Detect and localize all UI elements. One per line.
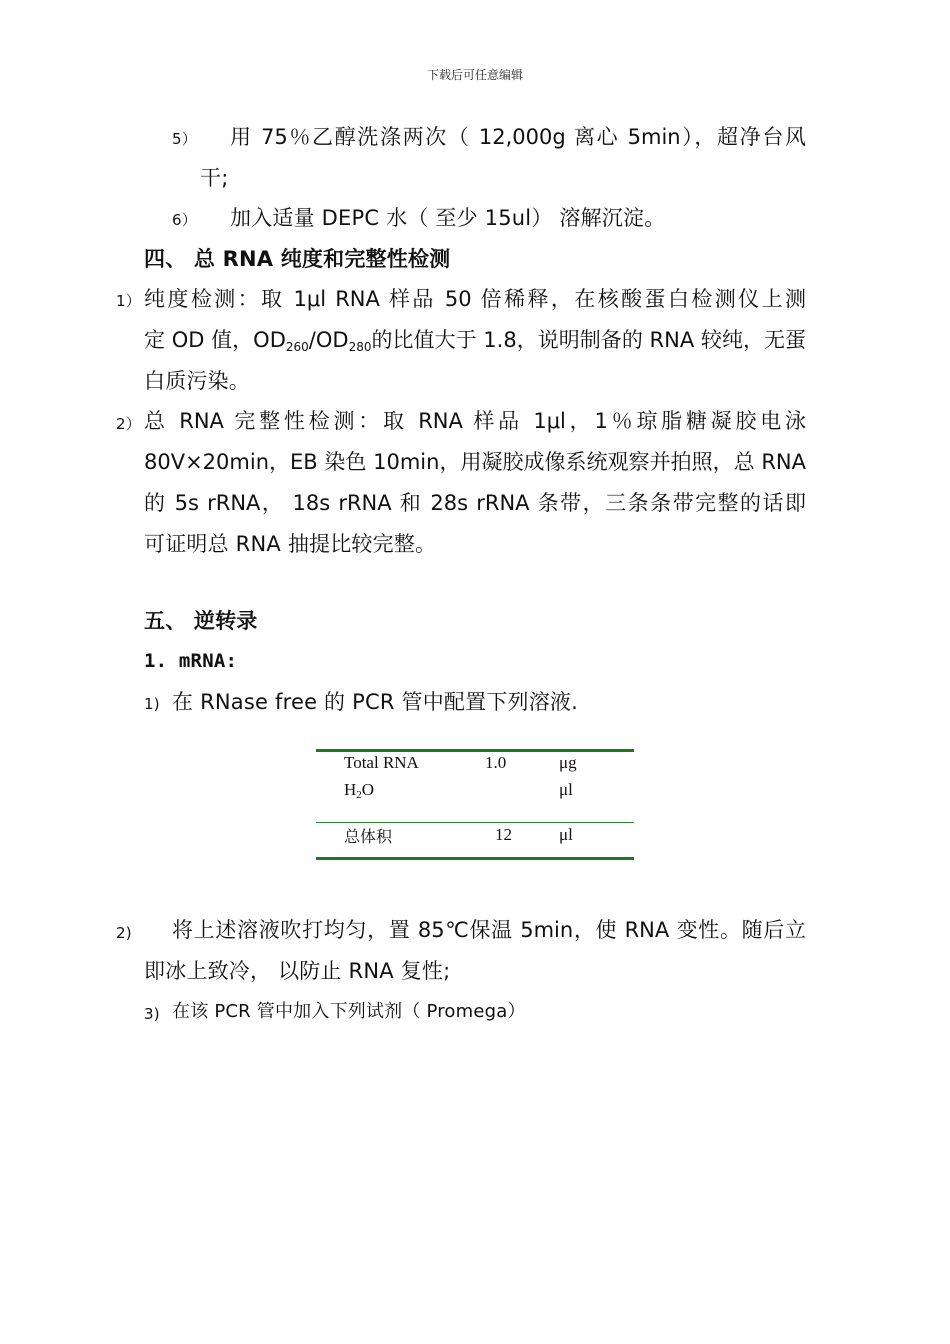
row-1-value: 1.0 xyxy=(485,753,507,772)
subsection-mrna: 1. mRNA: xyxy=(144,650,238,672)
para-1-line-1: 纯度检测：取 1μl RNA 样品 50 倍稀释，在核酸蛋白检测仪上测 xyxy=(144,287,806,311)
row-1-unit: μg xyxy=(559,753,577,772)
table-top-rule xyxy=(316,749,634,752)
para-2-line-4: 可证明总 RNA 抽提比较完整。 xyxy=(144,532,437,556)
step-6-text: 加入适量 DEPC 水（ 至少 15ul） 溶解沉淀。 xyxy=(230,206,666,230)
total-value: 12 xyxy=(495,825,512,844)
step-2-line-1: 将上述溶液吹打均匀，置 85℃保温 5min，使 RNA 变性。随后立 xyxy=(172,918,806,942)
step-5-number: 5） xyxy=(172,130,197,148)
section-5-heading: 五、 逆转录 xyxy=(144,609,258,633)
total-unit: μl xyxy=(559,825,573,844)
section-4-heading: 四、 总 RNA 纯度和完整性检测 xyxy=(144,247,451,271)
para-2-line-3: 的 5s rRNA， 18s rRNA 和 28s rRNA 条带，三条条带完整的话即 xyxy=(144,491,806,515)
total-name: 总体积 xyxy=(344,827,393,846)
step-2-line-2: 即冰上致冷， 以防止 RNA 复性; xyxy=(144,959,451,983)
step-2-number: 2) xyxy=(116,924,132,942)
reaction-table xyxy=(316,749,634,861)
step-3-text: 在该 PCR 管中加入下列试剂（ Promega） xyxy=(172,1001,526,1022)
page-header: 下载后可任意编辑 xyxy=(426,68,523,82)
para-1-line-3: 白质污染。 xyxy=(144,369,250,393)
row-2-unit: μl xyxy=(559,780,573,799)
step-3-number: 3) xyxy=(144,1005,160,1023)
table-mid-rule xyxy=(316,822,634,823)
step-1-text: 在 RNase free 的 PCR 管中配置下列溶液. xyxy=(172,690,579,714)
table-bottom-rule xyxy=(316,857,634,860)
para-2-line-1: 总 RNA 完整性检测：取 RNA 样品 1μl，1％琼脂糖凝胶电泳 xyxy=(144,409,806,433)
para-2-line-2: 80V×20min，EB 染色 10min，用凝胶成像系统观察并拍照，总 RNA xyxy=(144,450,806,474)
para-2-number: 2） xyxy=(116,415,141,433)
step-6-number: 6） xyxy=(172,211,197,229)
para-1-line-2: 定 OD 值，$OD_{260}/OD_{280}$的比值大于 1.8，说明制备的 RNA 较纯，无蛋 xyxy=(144,328,807,354)
para-1-number: 1） xyxy=(116,292,141,310)
row-2-name: $H_2O$ xyxy=(344,780,375,801)
row-1-name: Total RNA xyxy=(344,753,419,772)
step-5-line-1: 用 75％乙醇洗涤两次（ 12,000g 离心 5min），超净台风 xyxy=(230,125,806,149)
step-5-line-2: 干; xyxy=(200,166,229,190)
step-1-number: 1) xyxy=(144,695,160,713)
